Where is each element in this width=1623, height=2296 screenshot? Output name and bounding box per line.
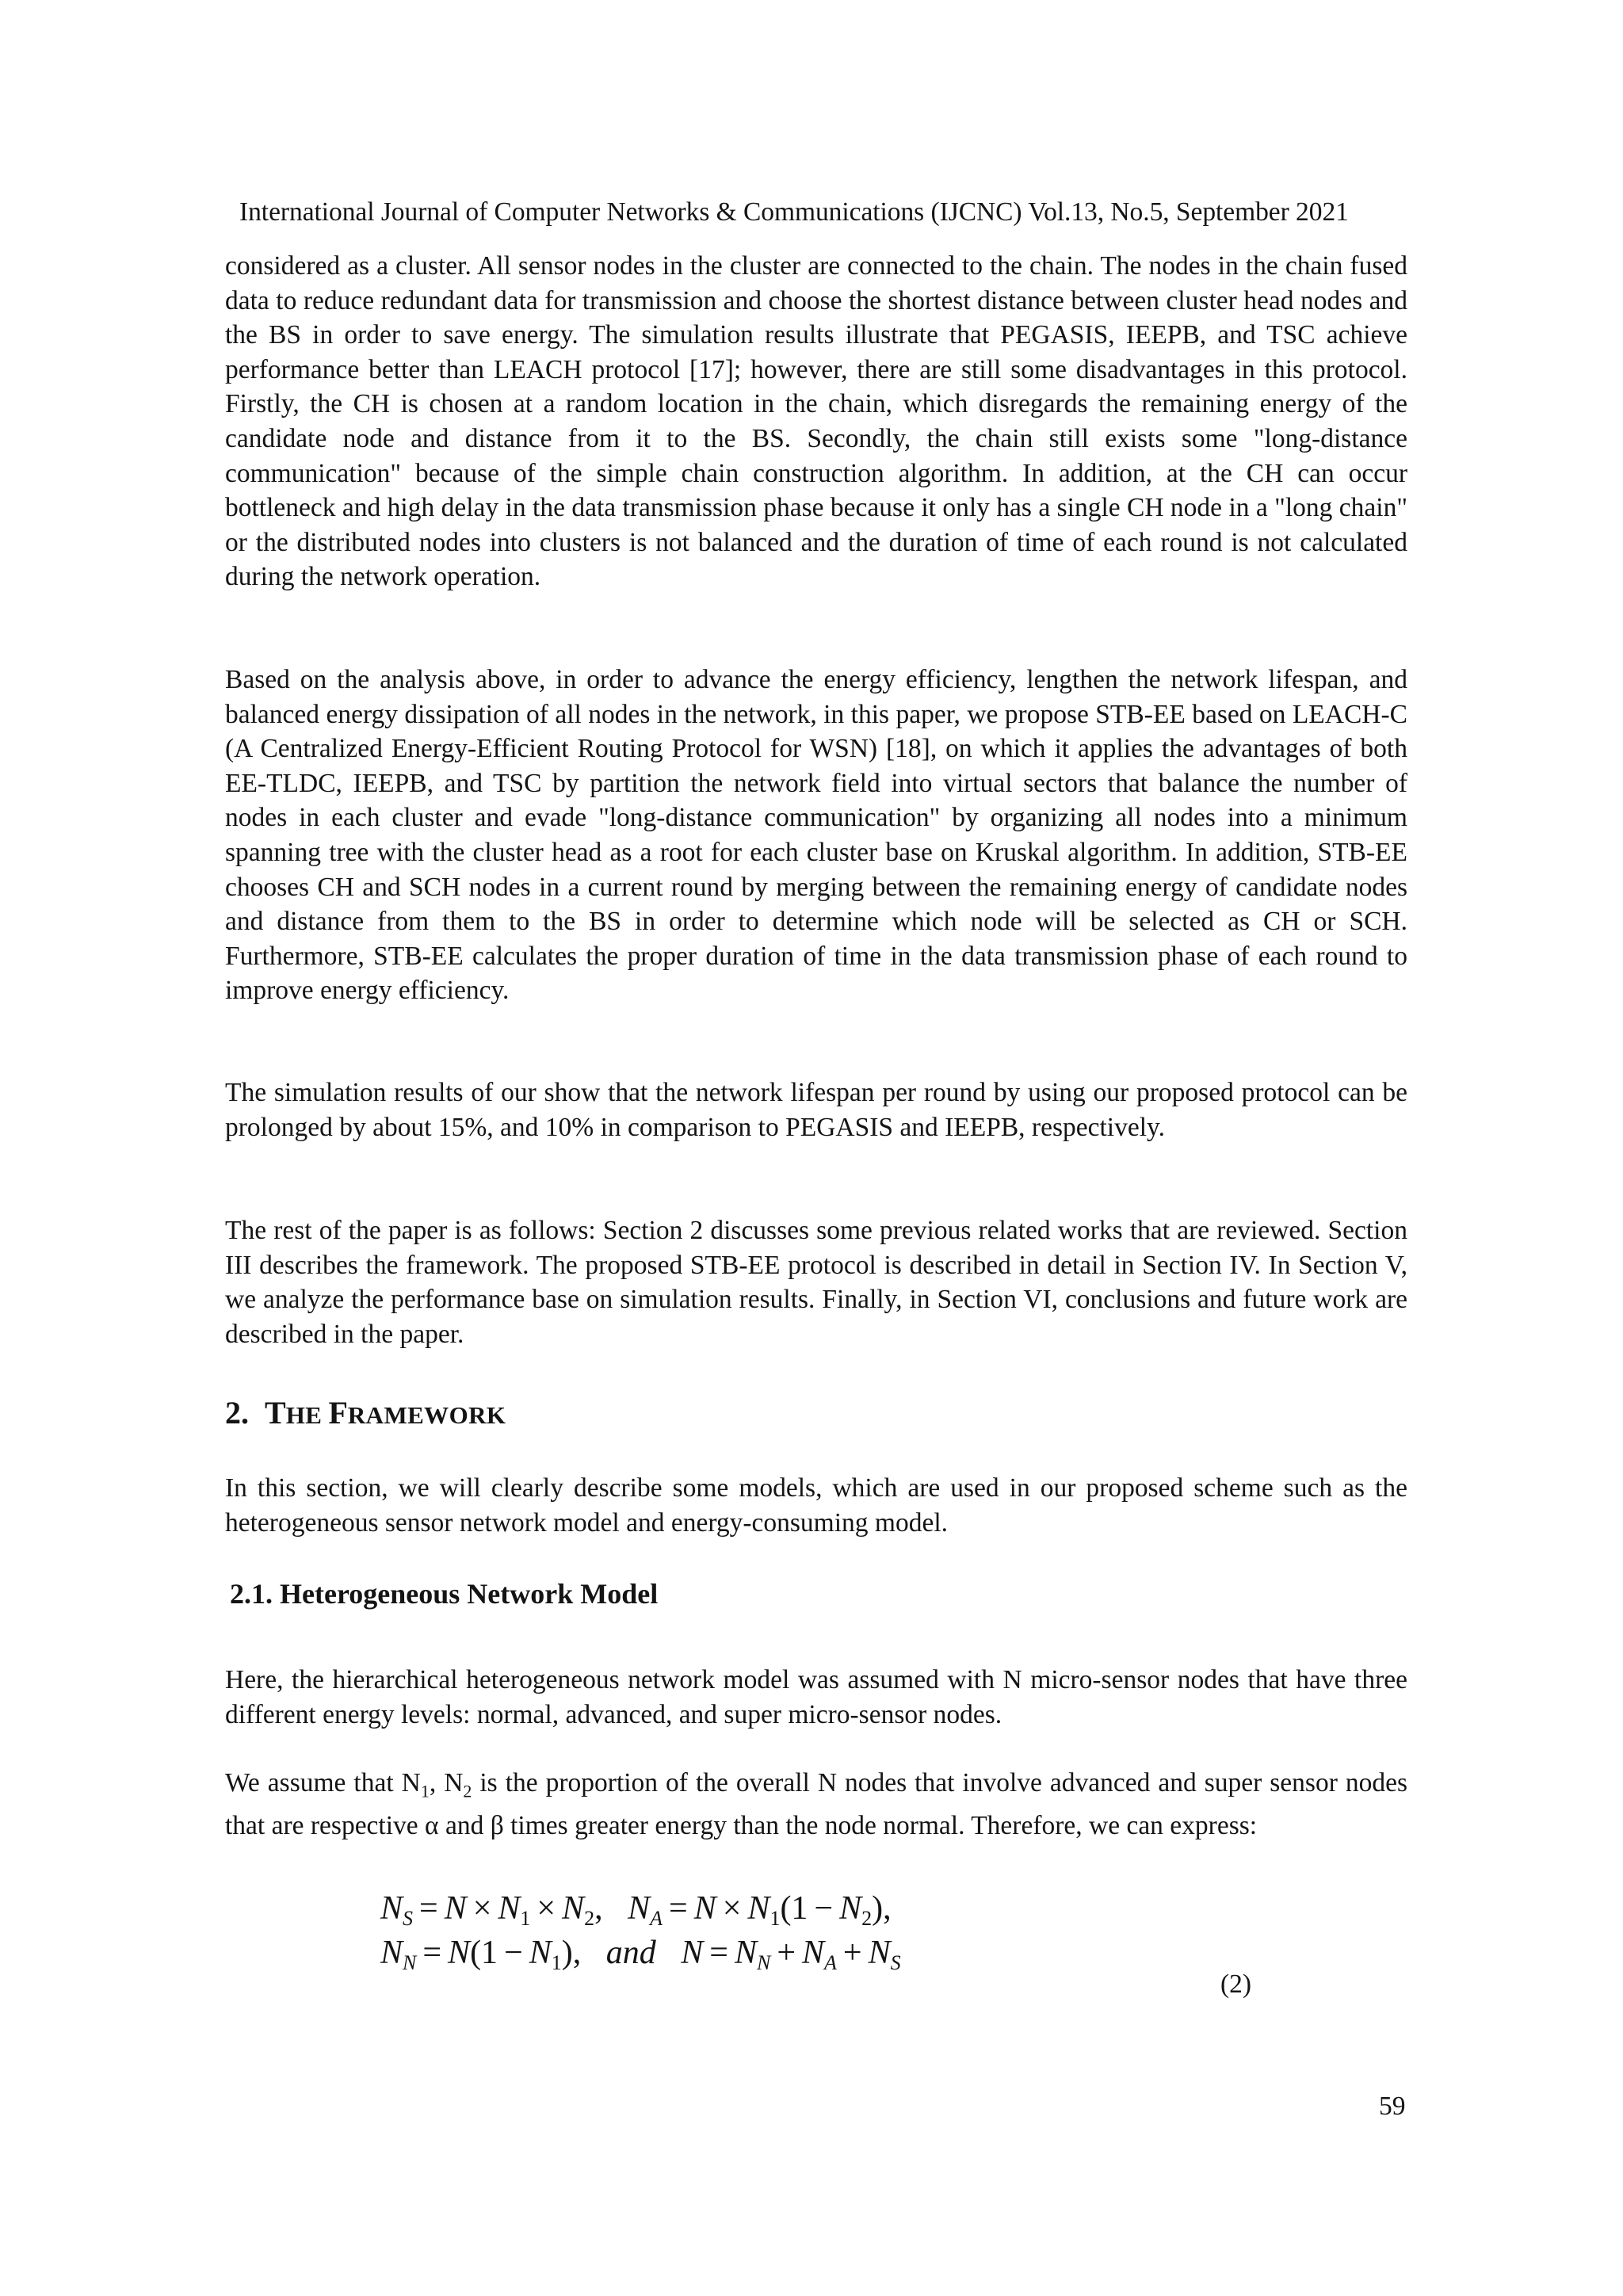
- equation-number: (2): [1220, 1969, 1252, 1999]
- page-number: 59: [1379, 2092, 1406, 2121]
- paragraph-7-part-b: , N: [429, 1768, 464, 1797]
- section-heading: [225, 1392, 506, 1436]
- paragraph-7-part-c: is the proportion of the overall N nodes that involve advanced and super sensor nodes that are respective α and β times greater energy than the node normal. Therefore, we can express:: [225, 1768, 1407, 1841]
- paragraph-6: [225, 1663, 1407, 1732]
- section-title-cap-t: T: [265, 1395, 286, 1431]
- equation-2: [380, 1886, 1014, 1975]
- section-title-sc-ramework: RAMEWORK: [347, 1401, 506, 1429]
- paragraph-7-text: [225, 1766, 1407, 1843]
- equation-and-word: and: [605, 1935, 656, 1971]
- paragraph-4-text: The rest of the paper is as follows: Section 2 discusses some previous related works that are reviewed. Section III describes the framework. The proposed STB-EE protocol is described in detail in Section IV. In Section V, we analyze the performance base on simulation results. Finally, in Section VI, conclusions and future work are described in the paper.: [225, 1216, 1407, 1349]
- paragraph-6-text: Here, the hierarchical heterogeneous network model was assumed with N micro-sensor nodes that have three different energy levels: normal, advanced, and super micro-sensor nodes.: [225, 1665, 1407, 1729]
- subsection-heading: 2.1. Heterogeneous Network Model: [230, 1578, 659, 1610]
- paragraph-5-text: In this section, we will clearly describe some models, which are used in our proposed scheme such as the heterogeneous sensor network model and energy-consuming model.: [225, 1473, 1407, 1538]
- paragraph-4: [225, 1213, 1407, 1351]
- paragraph-7: [225, 1766, 1407, 1843]
- section-title-cap-f: F: [328, 1395, 348, 1431]
- equation-line-2: $N_N = N(1 - N_1)$, and $N = N_N + N_A + N_S$: [380, 1935, 901, 1974]
- paragraph-5: [225, 1471, 1407, 1540]
- paragraph-7-sub-2: 2: [463, 1781, 472, 1801]
- paragraph-1-text: considered as a cluster. All sensor nodes in the cluster are connected to the chain. The nodes in the chain fused data to reduce redundant data for transmission and choose the shortest distance between cluster head nodes and the BS in order to save energy. The simulation results illustrate that PEGASIS, IEEPB, and TSC achieve performance better than LEACH protocol [17]; however, there are still some disadvantages in this protocol. Firstly, the CH is chosen at a random location in the chain, which disregards the remaining energy of the candidate node and distance from it to the BS. Secondly, the chain still exists some "long-distance communication" because of the simple chain construction algorithm. In addition, at the CH can occur bottleneck and high delay in the data transmission phase because it only has a single CH node in a "long chain" or the distributed nodes into clusters is not balanced and the duration of time of each round is not calculated during the network operation.: [225, 251, 1407, 592]
- section-title-sc-he: HE: [285, 1401, 329, 1429]
- section-number: 2.: [225, 1395, 249, 1431]
- paragraph-2-text: Based on the analysis above, in order to advance the energy efficiency, lengthen the network lifespan, and balanced energy dissipation of all nodes in the network, in this paper, we propose STB-EE based on LEACH-C (A Centralized Energy-Efficient Routing Protocol for WSN) [18], on which it applies the advantages of both EE-TLDC, IEEPB, and TSC by partition the network field into virtual sectors that balance the number of nodes in each cluster and evade "long-distance communication" by organizing all nodes into a minimum spanning tree with the cluster head as a root for each cluster base on Kruskal algorithm. In addition, STB-EE chooses CH and SCH nodes in a current round by merging between the remaining energy of candidate nodes and distance from them to the BS in order to determine which node will be selected as CH or SCH. Furthermore, STB-EE calculates the proper duration of time in the data transmission phase of each round to improve energy efficiency.: [225, 665, 1407, 1006]
- journal-header: International Journal of Computer Networks & Communications (IJCNC) Vol.13, No.5, September 2021: [239, 197, 1349, 227]
- paragraph-3-text: The simulation results of our show that the network lifespan per round by using our proposed protocol can be prolonged by about 15%, and 10% in comparison to PEGASIS and IEEPB, respectively.: [225, 1078, 1407, 1142]
- paragraph-2: [225, 663, 1407, 1008]
- paragraph-7-part-a: We assume that N: [225, 1768, 421, 1797]
- paragraph-1: [225, 249, 1407, 594]
- paragraph-7-sub-1: 1: [420, 1781, 430, 1801]
- paragraph-3: [225, 1075, 1407, 1144]
- equation-line-1: $N_S = N \times N_1 \times N_2$, $N_A = N \times N_1(1 - N_2)$,: [380, 1890, 892, 1930]
